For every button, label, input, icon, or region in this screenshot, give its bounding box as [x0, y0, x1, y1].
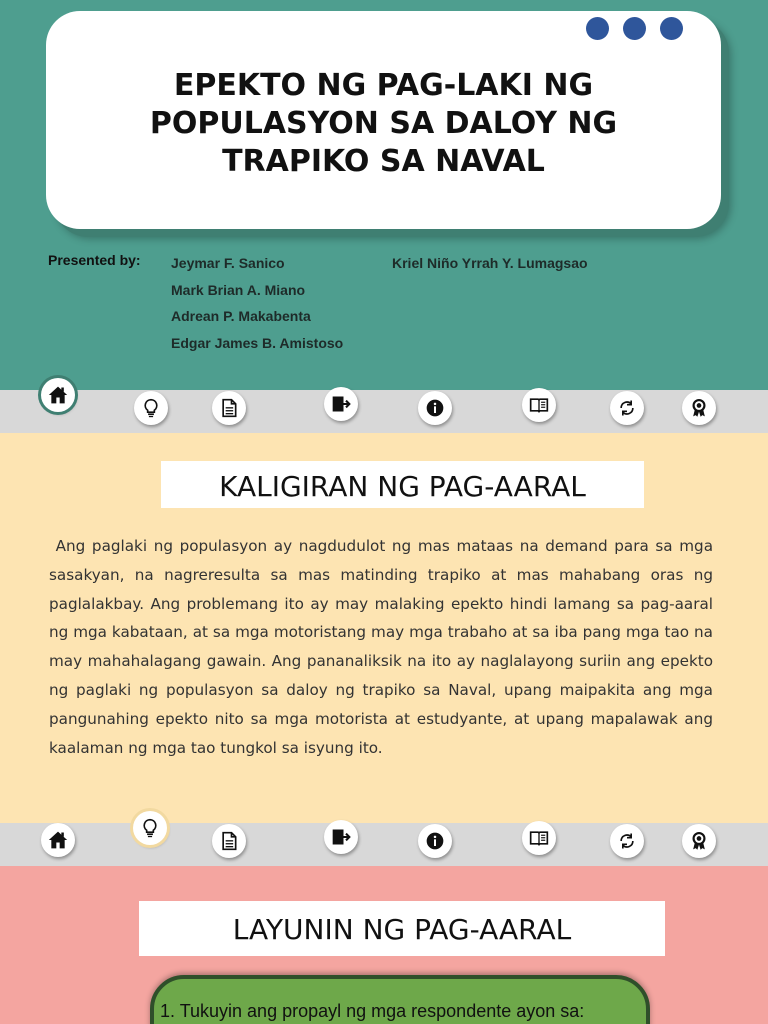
dot-2 — [623, 17, 646, 40]
info-button[interactable] — [418, 391, 452, 425]
presenter-name: Adrean P. Makabenta — [171, 308, 311, 324]
award-icon — [689, 398, 709, 418]
book-button[interactable] — [522, 388, 556, 422]
presenters-list-2 — [392, 254, 588, 272]
layunin-heading: LAYUNIN NG PAG-AARAL — [139, 901, 665, 956]
info-icon — [425, 831, 445, 851]
book-button[interactable] — [522, 821, 556, 855]
dot-3 — [660, 17, 683, 40]
nav-bar-1 — [0, 390, 768, 433]
objective-card — [150, 975, 650, 1024]
kaligiran-heading: KALIGIRAN NG PAG-AARAL — [161, 461, 644, 508]
award-button[interactable] — [682, 824, 716, 858]
book-icon — [529, 828, 549, 848]
presenter-name: Edgar James B. Amistoso — [171, 334, 344, 351]
page-title: EPEKTO NG PAG-LAKI NG POPULASYON SA DALOY NG TRAPIKO SA NAVAL — [149, 68, 618, 179]
kaligiran-paragraph: Ang paglaki ng populasyon ay nagdudulot ng mas mataas na demand para sa mga sasakyan, na nagreresulta sa mas matinding trapiko at mas mahabang oras ng paglalakbay. Ang problemang ito ay may malaking epekto hindi lamang sa pag-aaral ng mga kabataan, at sa mga motoristang may mga trabaho at sa iba pang mga tao na may mahahalagang gawain. Ang pananaliksik na ito ay naglalayong suriin ang epekto ng paglaki ng populasyon sa daloy ng trapiko sa Naval, upang maipakita ang mga pangunahing epekto nito sa mga motorista at estudyante, at upang mapalawak ang kaalaman ng mga tao tungkol sa isyung ito. — [49, 537, 713, 757]
document-icon — [219, 831, 239, 851]
title-section — [0, 0, 768, 390]
info-icon — [425, 398, 445, 418]
home-icon — [48, 830, 68, 850]
home-icon — [48, 385, 68, 405]
award-button[interactable] — [682, 391, 716, 425]
layunin-section — [0, 866, 768, 1024]
document-button[interactable] — [212, 391, 246, 425]
home-button[interactable] — [41, 378, 75, 412]
lightbulb-button[interactable] — [134, 391, 168, 425]
refresh-button[interactable] — [610, 824, 644, 858]
presenter-name: Mark Brian A. Miano — [171, 281, 306, 298]
info-button[interactable] — [418, 824, 452, 858]
presenter-name: Jeymar F. Sanico — [171, 255, 285, 271]
refresh-button[interactable] — [610, 391, 644, 425]
book-icon — [529, 395, 549, 415]
exit-icon — [331, 827, 351, 847]
exit-button[interactable] — [324, 820, 358, 854]
lightbulb-icon — [141, 398, 161, 418]
refresh-icon — [617, 831, 637, 851]
presented-by-label: Presented by: — [48, 252, 141, 268]
title-card — [46, 11, 721, 229]
presenter-name: Kriel Niño Yrrah Y. Lumagsao — [392, 255, 588, 271]
nav-bar-2 — [0, 823, 768, 866]
document-icon — [219, 398, 239, 418]
presenters-list-1 — [171, 254, 343, 360]
lightbulb-icon — [140, 818, 160, 838]
document-button[interactable] — [212, 824, 246, 858]
kaligiran-section — [0, 433, 768, 823]
objective-item-1: 1. Tukuyin ang propayl ng mga respondente ayon sa: — [160, 1001, 585, 1021]
lightbulb-button[interactable] — [133, 811, 167, 845]
award-icon — [689, 831, 709, 851]
refresh-icon — [617, 398, 637, 418]
home-button[interactable] — [41, 823, 75, 857]
dot-1 — [586, 17, 609, 40]
window-dots — [586, 17, 683, 40]
exit-button[interactable] — [324, 387, 358, 421]
exit-icon — [331, 394, 351, 414]
